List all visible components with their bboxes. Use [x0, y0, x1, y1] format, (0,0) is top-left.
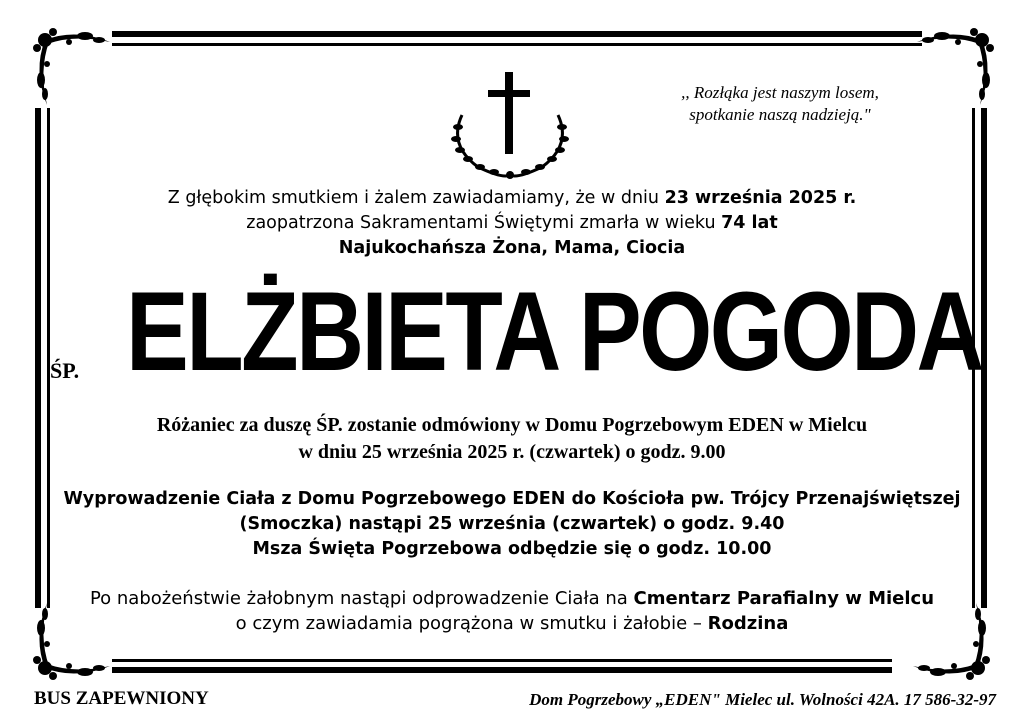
corner-ornament-icon — [25, 20, 115, 110]
burial-line-1 — [0, 587, 1024, 611]
frame-top-inner — [112, 43, 922, 46]
frame-top-outer — [112, 31, 922, 37]
rosary-line-2: w dniu 25 września 2025 r. (czwartek) o godz. 9.00 — [298, 441, 726, 463]
cemetery-name: Cmentarz Parafialny w Mielcu — [633, 588, 935, 609]
burial-line-2 — [0, 612, 1024, 636]
quote-line-1: ,, Rozłąka jest naszym losem, — [681, 83, 879, 102]
procession-line-2: (Smoczka) nastąpi 25 września (czwartek) o godz. 9.40 — [239, 514, 785, 534]
deceased-name: ELŻBIETA POGODA — [126, 269, 982, 394]
procession-line-1: Wyprowadzenie Ciała z Domu Pogrzebowego EDEN do Kościoła pw. Trójcy Przenajświętszej — [63, 489, 961, 509]
funeral-home-contact: Dom Pogrzebowy „EDEN" Mielec ul. Wolności 42A. 17 586-32-97 — [529, 690, 996, 709]
intro-line-3: Najukochańsza Żona, Mama, Ciocia — [338, 238, 686, 258]
burial-line-1-text: Po nabożeństwie żałobnym nastąpi odprowadzenie Ciała na — [89, 588, 634, 609]
intro-line-1 — [0, 186, 1024, 210]
intro-line-2 — [0, 211, 1024, 235]
wreath-icon — [448, 105, 572, 180]
burial-line-2-text: o czym zawiadamia pogrążona w smutku i żałobie – — [235, 613, 708, 634]
death-date: 23 września 2025 r. — [664, 188, 857, 208]
bus-notice: BUS ZAPEWNIONY — [34, 688, 209, 709]
sp-prefix: ŚP. — [50, 358, 80, 383]
procession-line-3: Msza Święta Pogrzebowa odbędzie się o godz. 10.00 — [252, 539, 772, 559]
rosary-line-1: Różaniec za duszę ŚP. zostanie odmówiony w Domu Pogrzebowym EDEN w Mielcu — [156, 414, 868, 436]
intro-line-2-text: zaopatrzona Sakramentami Świętymi zmarła w wieku — [246, 213, 722, 233]
frame-bottom-outer — [112, 667, 892, 673]
quote-line-2: spotkanie naszą nadzieją." — [689, 105, 871, 124]
family-signature: Rodzina — [707, 613, 789, 634]
intro-line-1-text: Z głębokim smutkiem i żalem zawiadamiamy, że w dniu — [167, 188, 665, 208]
frame-bottom-inner — [112, 659, 892, 662]
age: 74 lat — [721, 213, 778, 233]
